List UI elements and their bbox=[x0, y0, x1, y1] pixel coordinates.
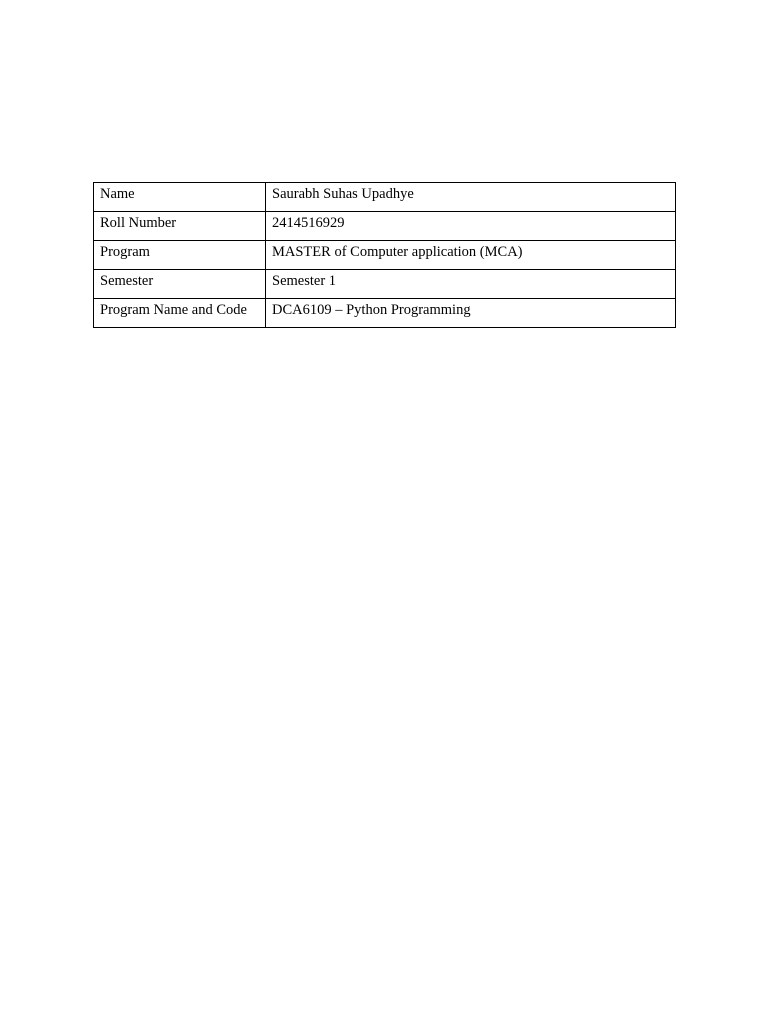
program-label: Program bbox=[100, 244, 150, 260]
semester-label: Semester bbox=[100, 273, 154, 289]
row-label-cell bbox=[94, 270, 266, 299]
row-value-cell bbox=[266, 241, 676, 270]
program-value: MASTER of Computer application (MCA) bbox=[272, 244, 523, 260]
row-value-cell bbox=[266, 270, 676, 299]
row-value-cell bbox=[266, 212, 676, 241]
name-label: Name bbox=[100, 186, 135, 202]
student-info-table bbox=[93, 182, 676, 328]
row-label-cell bbox=[94, 212, 266, 241]
roll-number-label: Roll Number bbox=[100, 215, 177, 231]
table-row bbox=[94, 183, 676, 212]
row-value-cell bbox=[266, 299, 676, 328]
row-label-cell bbox=[94, 241, 266, 270]
table-row bbox=[94, 270, 676, 299]
program-code-label: Program Name and Code bbox=[100, 302, 247, 318]
row-label-cell bbox=[94, 183, 266, 212]
row-value-cell bbox=[266, 183, 676, 212]
name-value: Saurabh Suhas Upadhye bbox=[272, 186, 414, 202]
table-row bbox=[94, 299, 676, 328]
semester-value: Semester 1 bbox=[272, 273, 337, 289]
roll-number-value: 2414516929 bbox=[272, 215, 345, 231]
table-row bbox=[94, 212, 676, 241]
table-row bbox=[94, 241, 676, 270]
program-code-value: DCA6109 – Python Programming bbox=[272, 302, 471, 318]
row-label-cell bbox=[94, 299, 266, 328]
